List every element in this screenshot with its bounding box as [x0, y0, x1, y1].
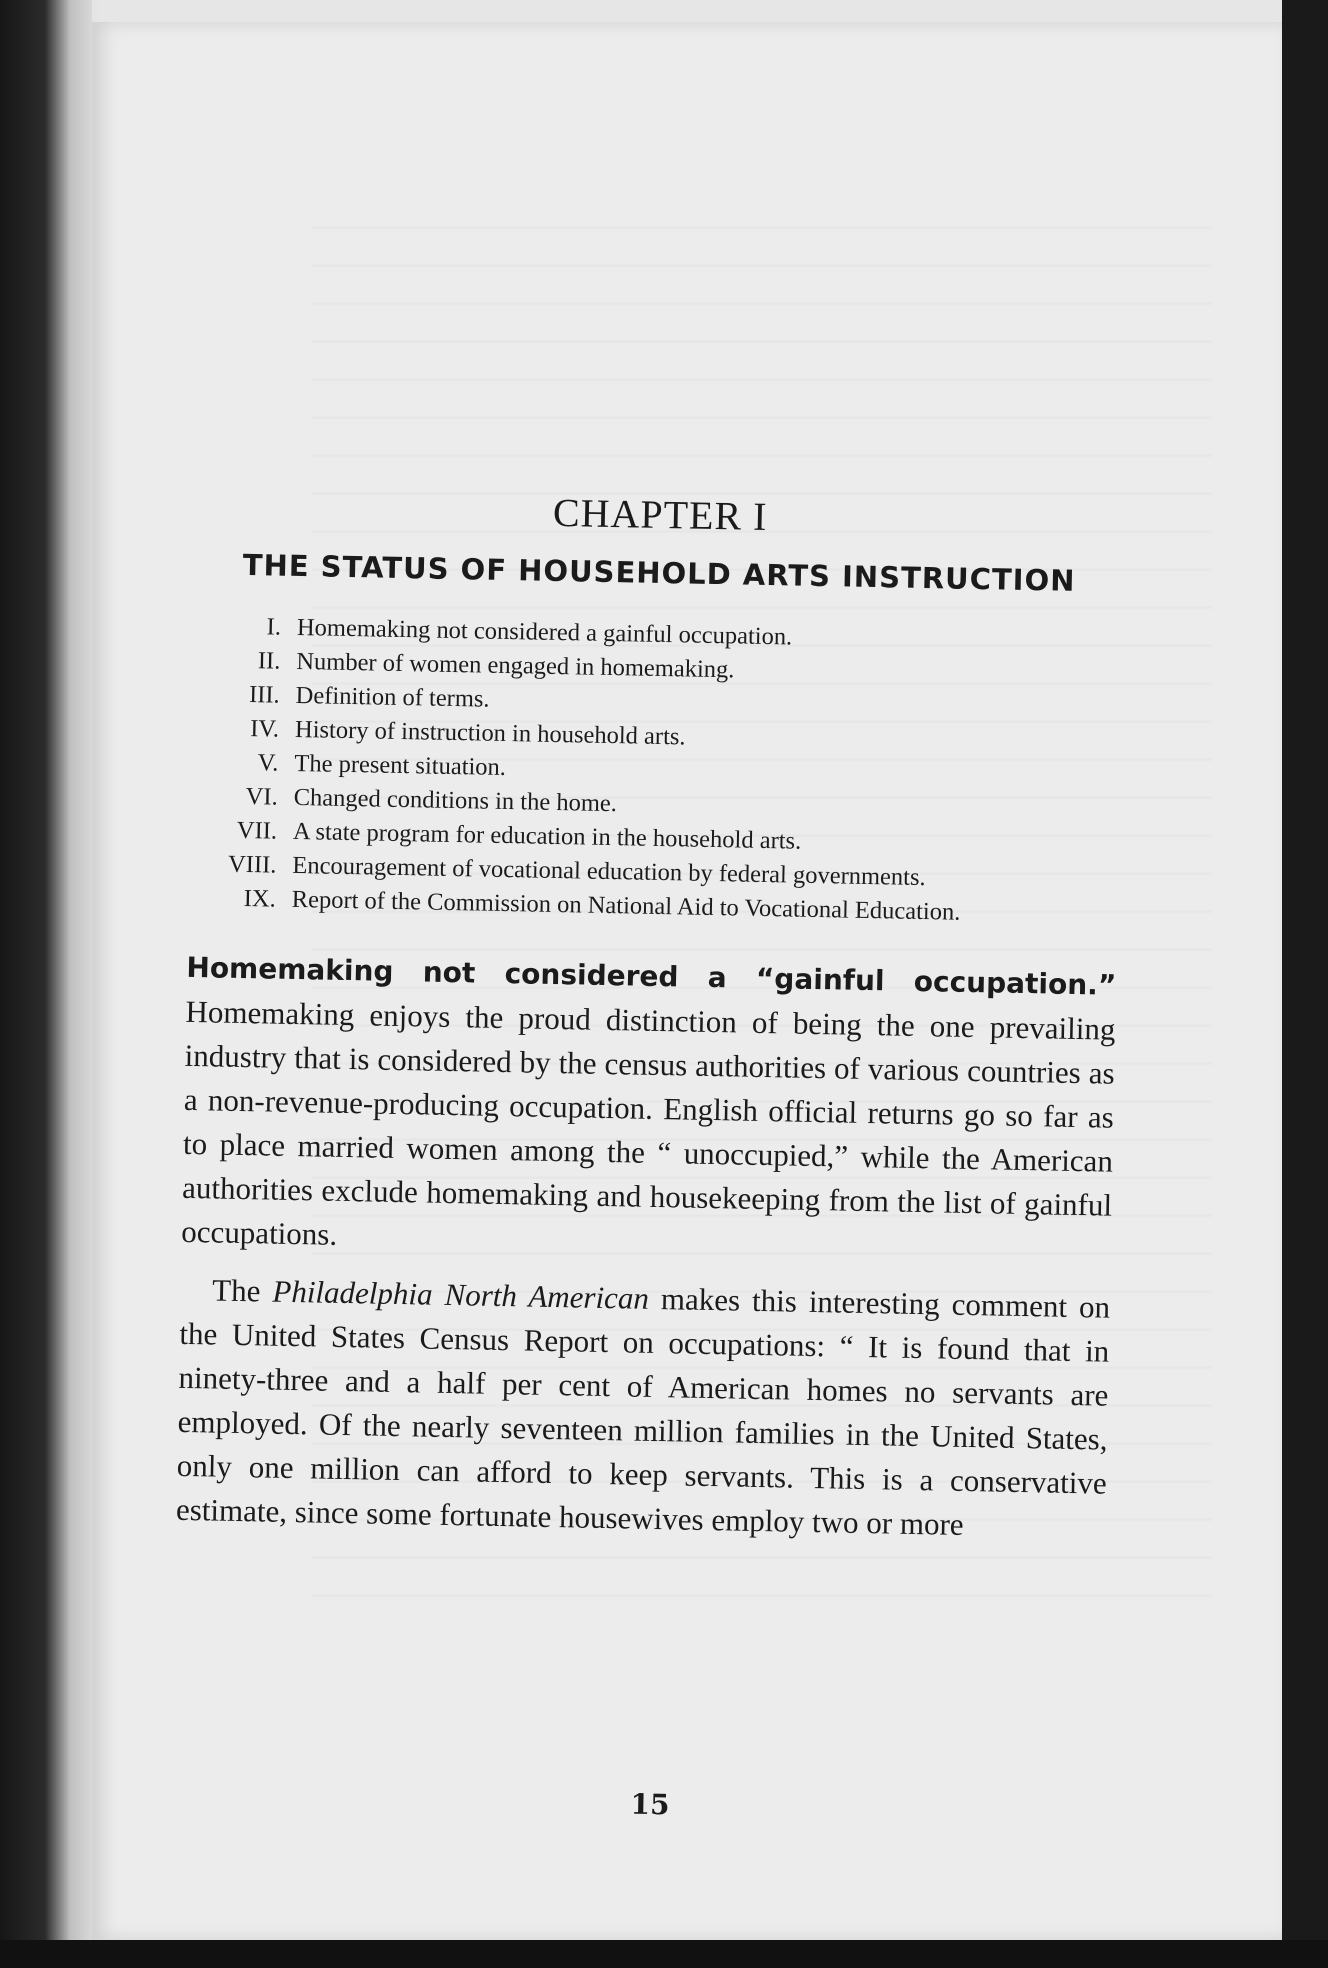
book-binding-edge	[0, 0, 92, 1968]
toc-number: IV.	[249, 715, 280, 743]
toc-text: The present situation.	[294, 749, 507, 782]
toc-number: VI.	[245, 783, 278, 811]
body-text	[176, 945, 1117, 1550]
page-number: 15	[630, 1787, 670, 1822]
toc-text: History of instruction in household arts.	[294, 715, 686, 751]
paragraph-text: Homemaking enjoys the proud distinction of being the one prevailing industry that is considered by the census authorities of various countries as a non-revenue-producing occupation. English official returns go so far as to place married women among the “ unoccupied,” while the American authorities exclude homemaking and housekeeping from the list of gainful occupations.	[181, 993, 1116, 1252]
toc-number: IX.	[243, 884, 277, 913]
run-in-heading: Homemaking not considered a “gainful occupation.”	[186, 950, 1117, 1002]
toc-number: VIII.	[227, 850, 277, 879]
toc-number: II.	[257, 647, 281, 675]
scan-right-border	[1282, 0, 1328, 1968]
toc-number: VII.	[236, 816, 278, 845]
paragraph-gainful-occupation	[181, 945, 1117, 1272]
scan-bottom-border	[0, 1940, 1328, 1968]
chapter-contents-list	[187, 609, 1123, 933]
toc-text: Definition of terms.	[295, 681, 490, 713]
toc-number: III.	[248, 681, 280, 709]
toc-text: A state program for education in the household arts.	[292, 817, 802, 855]
toc-text: Number of women engaged in homemaking.	[296, 647, 735, 684]
page-content	[175, 470, 1125, 1564]
toc-text: Changed conditions in the home.	[293, 783, 618, 818]
chapter-subtitle: THE STATUS OF HOUSEHOLD ARTS INSTRUCTION	[242, 547, 1076, 598]
paragraph-lead: The	[211, 1272, 261, 1309]
paragraph-text: makes this interesting comment on the United States Census Report on occupations: “ It is found that in ninety-three and a half per cent of American homes no servants are employed. Of the nearly seventeen million families in the United States, only one million can afford to keep servants. This is a conservative estimate, since some fortunate housewives employ two or more	[175, 1281, 1111, 1542]
toc-text: Report of the Commission on National Aid to Vocational Education.	[291, 885, 961, 926]
newspaper-title: Philadelphia North American	[272, 1273, 650, 1316]
toc-text: Encouragement of vocational education by federal governments.	[292, 851, 926, 892]
paragraph-census-comment	[176, 1268, 1111, 1550]
toc-number: I.	[266, 613, 282, 641]
toc-number: V.	[257, 749, 279, 777]
chapter-title: CHAPTER I	[552, 489, 768, 539]
toc-text: Homemaking not considered a gainful occupation.	[296, 613, 793, 651]
